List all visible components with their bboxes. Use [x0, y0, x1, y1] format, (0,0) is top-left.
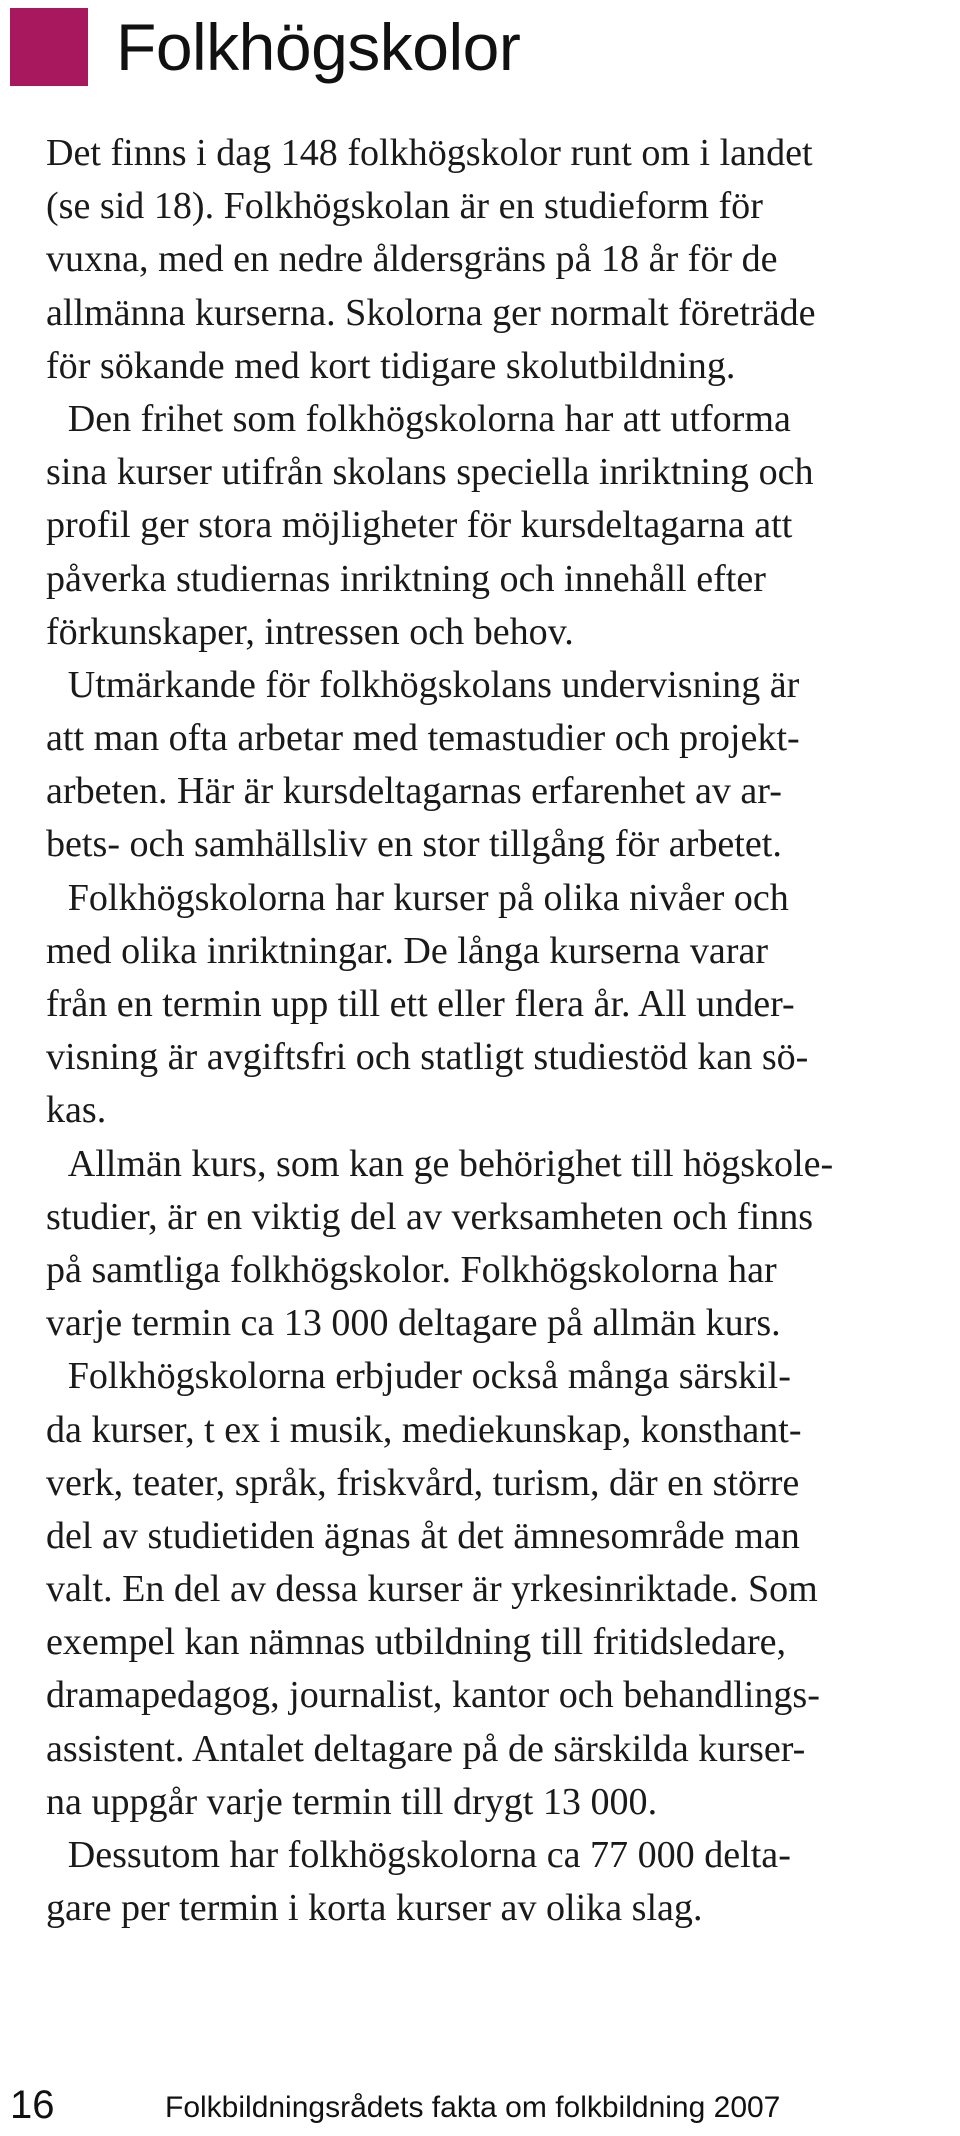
- text-line: Dessutom har folkhögskolorna ca 77 000 delta-: [67, 1834, 791, 1876]
- text-line: för sökande med kort tidigare skolutbildning.: [46, 344, 736, 387]
- text-line: studier, är en viktig del av verksamheten och finns: [46, 1195, 814, 1238]
- text-line: dramapedagog, journalist, kantor och behandlings-: [46, 1674, 820, 1717]
- page-footer: [10, 2083, 950, 2127]
- text-line: gare per termin i korta kurser av olika slag.: [46, 1887, 703, 1930]
- text-line: varje termin ca 13 000 deltagare på allmän kurs.: [46, 1302, 781, 1345]
- text-line: Det finns i dag 148 folkhögskolor runt om i landet: [46, 132, 813, 174]
- text-line: sina kurser utifrån skolans speciella inriktning och: [46, 451, 814, 494]
- text-line: vuxna, med en nedre åldersgräns på 18 år för de: [46, 238, 778, 281]
- accent-square: [10, 8, 88, 86]
- text-line: Allmän kurs, som kan ge behörighet till högskole-: [67, 1142, 834, 1185]
- text-line: na uppgår varje termin till drygt 13 000.: [46, 1780, 658, 1823]
- text-line: från en termin upp till ett eller flera år. All under-: [46, 983, 795, 1025]
- text-line: bets- och samhällsliv en stor tillgång för arbetet.: [46, 823, 782, 866]
- text-line: exempel kan nämnas utbildning till fritidsledare,: [46, 1621, 787, 1664]
- text-line: allmänna kurserna. Skolorna ger normalt företräde: [46, 291, 816, 334]
- publication-title: Folkbildningsrådets fakta om folkbildning 2007: [165, 2091, 781, 2124]
- text-line: valt. En del av dessa kurser är yrkesinriktade. Som: [46, 1568, 818, 1611]
- text-line: Den frihet som folkhögskolorna har att utforma: [67, 397, 791, 440]
- text-line: på samtliga folkhögskolor. Folkhögskolorna har: [46, 1248, 777, 1291]
- text-line: da kurser, t ex i musik, mediekunskap, konsthant-: [46, 1408, 802, 1451]
- text-line: med olika inriktningar. De långa kurserna varar: [46, 929, 769, 972]
- text-line: Folkhögskolorna har kurser på olika nivåer och: [67, 876, 789, 919]
- text-line: förkunskaper, intressen och behov.: [46, 610, 574, 653]
- text-line: verk, teater, språk, friskvård, turism, där en större: [46, 1461, 800, 1504]
- page-title: Folkhögskolor: [116, 10, 521, 84]
- text-line: att man ofta arbetar med temastudier och projekt-: [46, 717, 800, 760]
- text-line: visning är avgiftsfri och statligt studiestöd kan sö-: [46, 1036, 809, 1079]
- text-line: profil ger stora möjligheter för kursdeltagarna att: [46, 504, 793, 547]
- page-number: 16: [10, 2083, 55, 2127]
- section-header: [10, 8, 520, 86]
- body-text: [46, 127, 958, 1935]
- text-line: arbeten. Här är kursdeltagarnas erfarenhet av ar-: [46, 770, 782, 813]
- text-line: (se sid 18). Folkhögskolan är en studieform för: [46, 185, 763, 228]
- text-line: assistent. Antalet deltagare på de särskilda kurser-: [46, 1727, 806, 1770]
- text-line: Utmärkande för folkhögskolans undervisning är: [67, 663, 800, 706]
- text-line: kas.: [46, 1089, 107, 1132]
- text-line: Folkhögskolorna erbjuder också många särskil-: [67, 1355, 791, 1398]
- text-line: del av studietiden ägnas åt det ämnesområde man: [46, 1514, 800, 1557]
- text-line: påverka studiernas inriktning och innehåll efter: [46, 557, 766, 600]
